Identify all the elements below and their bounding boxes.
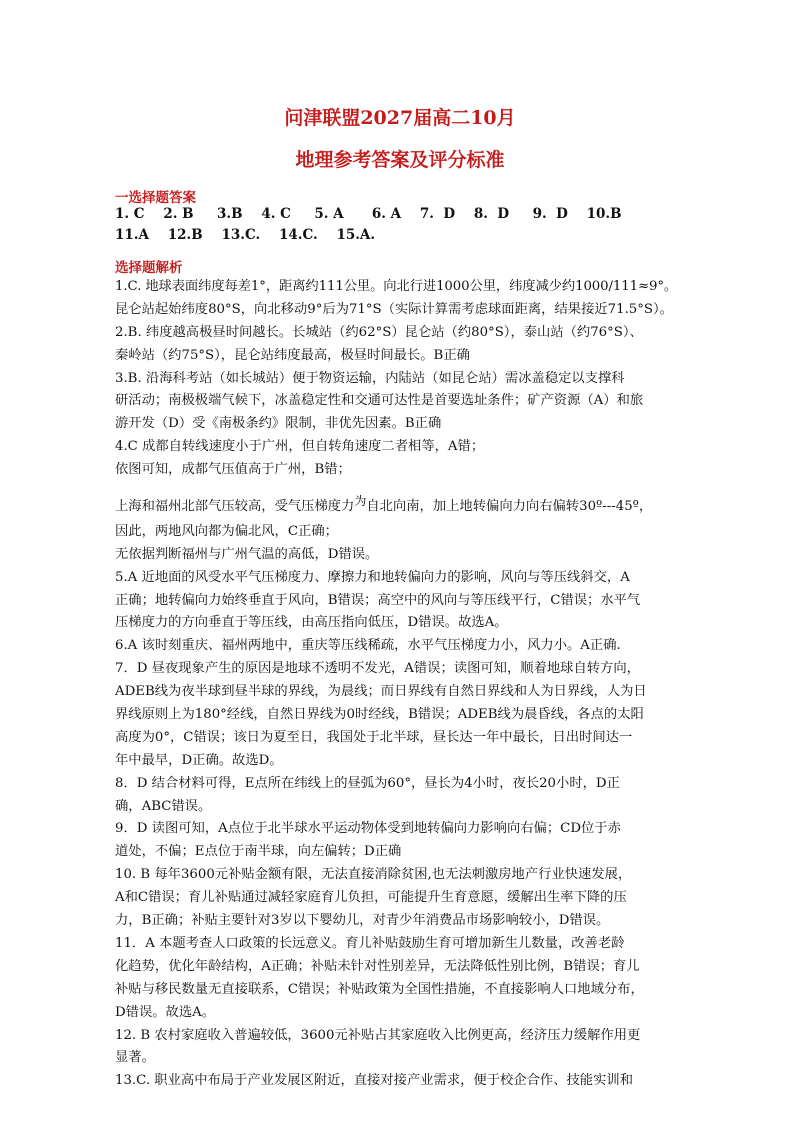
document-subtitle: 地理参考答案及评分标准 — [295, 149, 505, 171]
section-heading-analysis: 选择题解析 — [115, 260, 183, 276]
text-line: 依图可知，成都气压值高于广州，B错； — [115, 462, 351, 478]
text-line: 12. B 农村家庭收入普遍较低，3600元补贴占其家庭收入比例更高，经济压力缓解作用更 — [115, 1027, 641, 1043]
text-line: 确，ABC错误。 — [115, 798, 212, 814]
text-line: 研活动；南极极端气候下，冰盖稳定性和交通可达性是首要选址条件；矿产资源（A）和旅 — [115, 393, 644, 409]
document-title: 问津联盟2027届高二10月 — [284, 107, 516, 129]
text-line: 年中最早，D正确。故选D。 — [115, 752, 283, 768]
wind-text-end: 自北向南，加上地转偏向力向右偏转30º---45º， — [366, 499, 653, 515]
text-line: 7．D 昼夜现象产生的原因是地球不透明不发光，A错误；读图可知，顺着地球自转方向， — [115, 661, 640, 677]
text-line: 化趋势，优化年龄结构，A正确；补贴未针对性别差异，无法降低性别比例，B错误；育儿 — [115, 958, 640, 974]
wind-text-start: 上海和福州北部气压较高，受气压梯度力 — [115, 499, 355, 515]
text-line: D错误。故选A。 — [115, 1004, 216, 1020]
text-line: 补贴与移民数量无直接联系，C错误；补贴政策为全国性措施，不直接影响人口地域分布， — [115, 981, 644, 997]
text-line: ADEB线为夜半球到昼半球的界线，为晨线；而日界线有自然日界线和人为日界线，人为日 — [115, 684, 647, 700]
text-line: 4.C 成都自转线速度小于广州，但自转角速度二者相等，A错； — [115, 439, 485, 455]
text-line: 2.B. 纬度越高极昼时间越长。长城站（约62°S）昆仑站（约80°S），泰山站（约76°S）、 — [115, 324, 643, 340]
text-line: 13.C. 职业高中布局于产业发展区附近，直接对接产业需求，便于校企合作、技能实训和 — [115, 1073, 633, 1089]
text-line: 3.B. 沿海科考站（如长城站）便于物资运输，内陆站（如昆仑站）需冰盖稳定以支撑科 — [115, 370, 625, 386]
text-line: 显著。 — [115, 1050, 155, 1066]
text-line: 1.C. 地球表面纬度每差1°，距离约111公里。向北行进1000公里，纬度减少约1000/111≈9°。 — [115, 279, 678, 294]
text-line: 5.A 近地面的风受水平气压梯度力、摩擦力和地转偏向力的影响，风向与等压线斜交，A — [115, 569, 630, 585]
text-line: 无依据判断福州与广州气温的高低，D错误。 — [115, 546, 379, 562]
text-line: 9．D 读图可知，A点位于北半球水平运动物体受到地转偏向力影响向右偏；CD位于赤 — [115, 821, 621, 837]
text-line: 道处，不偏；E点位于南半球，向左偏转；D正确 — [115, 844, 402, 860]
section-heading-answers: 一选择题答案 — [115, 190, 196, 206]
text-line: 8．D 结合材料可得，E点所在纬线上的昼弧为60°，昼长为4小时，夜长20小时，D正 — [115, 775, 620, 791]
answers-row-1: 1. C 2. B 3.B 4. C 5. A 6. A 7. D 8. D 9. D 10.B — [115, 206, 622, 222]
text-line: 游开发（D）受《南极条约》限制，非优先因素。B正确 — [115, 416, 442, 432]
analysis-body — [115, 276, 680, 1093]
text-line: 昆仑站起始纬度80°S，向北移动9°后为71°S（实际计算需考虑球面距离，结果接近71.5°S）。 — [115, 301, 673, 317]
wind-superscript: 为 — [354, 494, 367, 509]
text-line: 10. B 每年3600元补贴金额有限，无法直接消除贫困,也无法刺激房地产行业快速发展， — [115, 867, 632, 883]
text-line: 6.A 该时刻重庆、福州两地中，重庆等压线稀疏，水平气压梯度力小，风力小。A正确. — [115, 638, 621, 654]
text-line: A和C错误；育儿补贴通过减轻家庭育儿负担，可能提升生育意愿，缓解出生率下降的压 — [115, 890, 627, 906]
text-line: 11．A 本题考查人口政策的长远意义。育儿补贴鼓励生育可增加新生儿数量，改善老龄 — [115, 935, 625, 951]
text-line: 力，B正确；补贴主要针对3岁以下婴幼儿，对青少年消费品市场影响较小，D错误。 — [115, 913, 610, 929]
text-line: 界线原则上为180°经线，自然日界线为0时经线，B错误；ADEB线为晨昏线，各点的太阳 — [115, 707, 644, 723]
text-line: 秦岭站（约75°S），昆仑站纬度最高，极昼时间最长。B正确 — [115, 347, 470, 363]
text-line: 正确；地转偏向力始终垂直于风向，B错误；高空中的风向与等压线平行，C错误；水平气 — [115, 592, 641, 608]
text-line: 高度为0°，C错误；该日为夏至日，我国处于北半球，昼长达一年中最长，日出时间达一 — [115, 729, 633, 745]
text-line: 压梯度力的方向垂直于等压线，由高压指向低压，D错误。故选A。 — [115, 615, 508, 631]
text-line-wind — [115, 490, 680, 513]
answers-row-2: 11.A 12.B 13.C. 14.C. 15.A. — [115, 227, 376, 243]
text-line: 因此，两地风向都为偏北风，C正确； — [115, 523, 338, 539]
